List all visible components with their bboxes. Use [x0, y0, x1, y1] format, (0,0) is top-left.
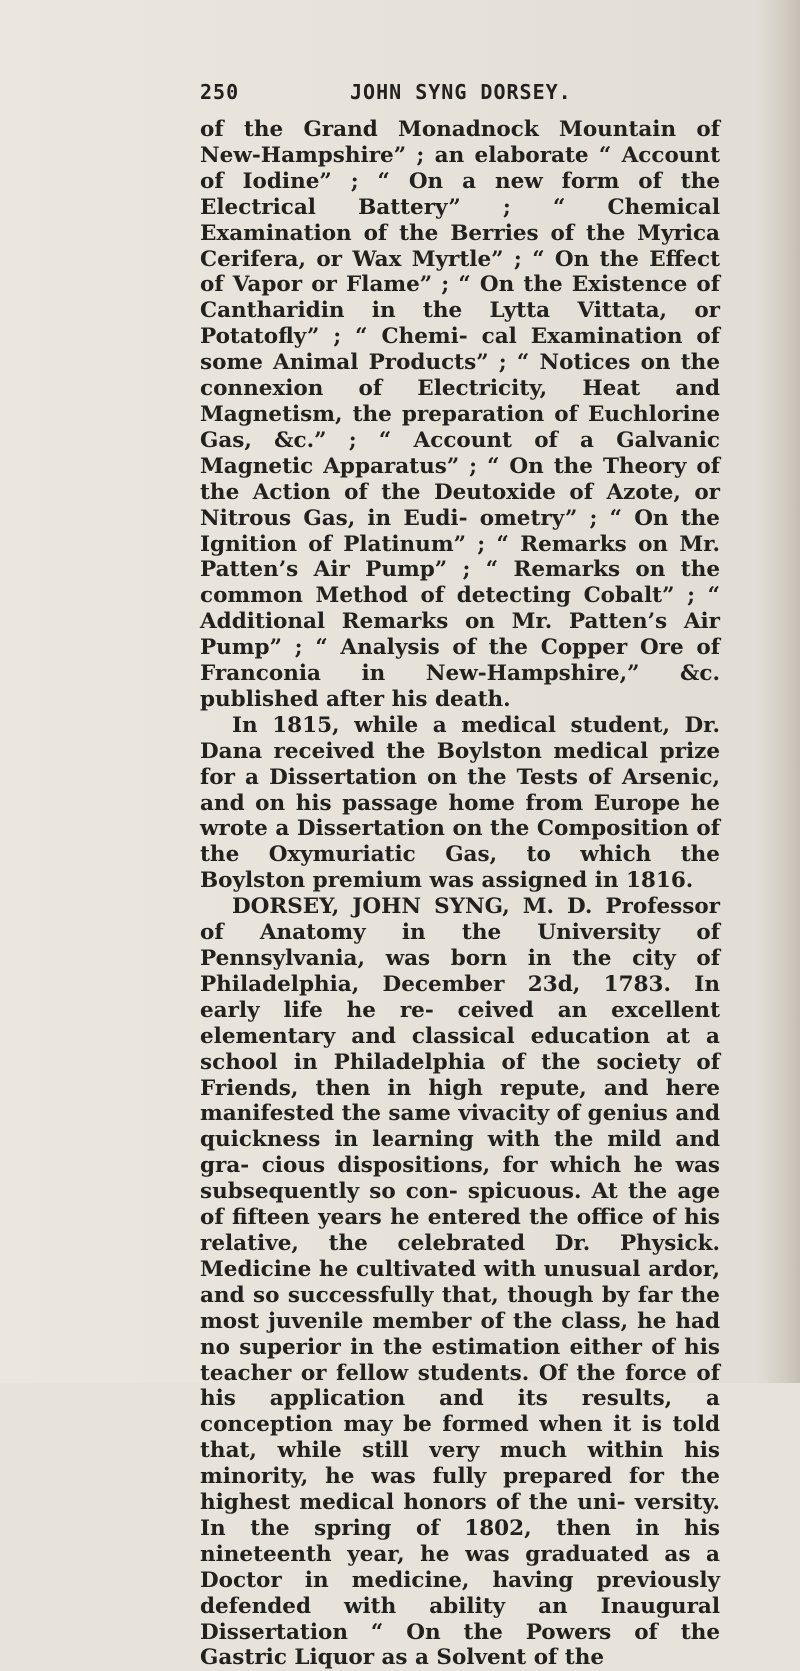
page-header	[200, 80, 720, 110]
paragraph-dana-works: of the Grand Monadnock Mountain of New-Hampshire” ; an elaborate “ Account of Iodine” ; “ On a new form of the Electrical Battery” ; “ Chemical Examination of the Berries of the Myrica Cerifera, or Wax Myrtle” ; “ On the Effect of Vapor or Flame” ; “ On the Existence of Cantharidin in the Lytta Vittata, or Potatofly” ; “ Chemi- cal Examination of some Animal Products” ; “ Notices on the connexion of Electricity, Heat and Magnetism, the preparation of Euchlorine Gas, &c.” ; “ Account of a Galvanic Magnetic Apparatus” ; “ On the Theory of the Action of the Deutoxide of Azote, or Nitrous Gas, in Eudi- ometry” ; “ On the Ignition of Platinum” ; “ Remarks on Mr. Patten’s Air Pump” ; “ Remarks on the common Method of detecting Cobalt” ; “ Additional Remarks on Mr. Patten’s Air Pump” ; “ Analysis of the Copper Ore of Franconia in New-Hampshire,” &c. published after his death.	[200, 117, 720, 712]
running-head: JOHN SYNG DORSEY.	[350, 80, 572, 104]
page-number: 250	[200, 80, 240, 104]
page-edge-shadow	[758, 0, 800, 1383]
body-text	[200, 117, 720, 1671]
paragraph-dana-prize: In 1815, while a medical student, Dr. Dana received the Boylston medical prize for a Dissertation on the Tests of Arsenic, and on his passage home from Europe he wrote a Dissertation on the Composition of the Oxymuriatic Gas, to which the Boylston premium was assigned in 1816.	[200, 712, 720, 894]
paragraph-dorsey-entry: DORSEY, JOHN SYNG, M. D. Professor of Anatomy in the University of Pennsylvania, was born in the city of Philadelphia, December 23d, 1783. In early life he re- ceived an excellent elementary and classical education at a school in Philadelphia of the society of Friends, then in high repute, and here manifested the same vivacity of genius and quickness in learning with the mild and gra- cious dispositions, for which he was subsequently so con- spicuous. At the age of fifteen years he entered the office of his relative, the celebrated Dr. Physick. Medicine he cultivated with unusual ardor, and so successfully that, though by far the most juvenile member of the class, he had no superior in the estimation either of his teacher or fellow students. Of the force of his application and its results, a conception may be formed when it is told that, while still very much within his minority, he was fully prepared for the highest medical honors of the uni- versity. In the spring of 1802, then in his nineteenth year, he was graduated as a Doctor in medicine, having previously defended with ability an Inaugural Dissertation “ On the Powers of the Gastric Liquor as a Solvent of the	[200, 894, 720, 1671]
